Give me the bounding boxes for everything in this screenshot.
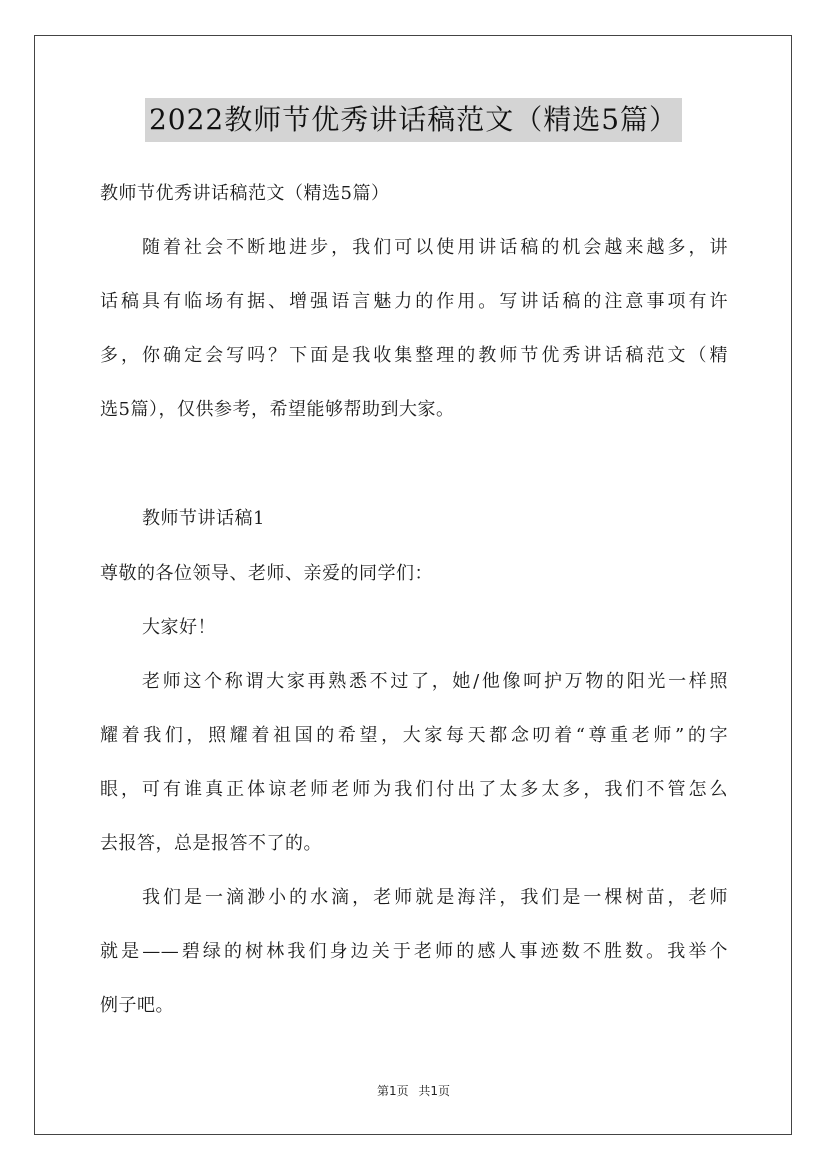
salutation: 尊敬的各位领导、老师、亲爱的同学们： <box>100 563 433 584</box>
para2-line-2: 就是——碧绿的树林我们身边关于老师的感人事迹数不胜数。我举个 <box>100 941 728 962</box>
document-subtitle: 教师节优秀讲话稿范文（精选5篇） <box>100 183 390 204</box>
para2-line-1: 我们是一滴渺小的水滴，老师就是海洋，我们是一棵树苗，老师 <box>142 887 728 908</box>
document-title: 2022教师节优秀讲话稿范文（精选5篇） <box>145 98 682 142</box>
intro-line-4: 选5篇），仅供参考，希望能够帮助到大家。 <box>100 399 455 420</box>
intro-line-3: 多，你确定会写吗？下面是我收集整理的教师节优秀讲话稿范文（精 <box>100 345 728 366</box>
intro-line-2: 话稿具有临场有据、增强语言魅力的作用。写讲话稿的注意事项有许 <box>100 291 728 312</box>
para1-line-1: 老师这个称谓大家再熟悉不过了，她/他像呵护万物的阳光一样照 <box>142 671 728 692</box>
section-heading: 教师节讲话稿1 <box>142 508 265 529</box>
para2-line-3: 例子吧。 <box>100 995 174 1016</box>
para1-line-2: 耀着我们，照耀着祖国的希望，大家每天都念叨着“尊重老师”的字 <box>100 725 728 746</box>
greeting: 大家好！ <box>142 617 216 638</box>
page-number: 第1页 <box>376 1084 409 1098</box>
para1-line-4: 去报答，总是报答不了的。 <box>100 833 322 854</box>
para1-line-3: 眼，可有谁真正体谅老师老师为我们付出了太多太多，我们不管怎么 <box>100 779 728 800</box>
page-footer <box>0 1082 827 1099</box>
title-container <box>0 98 827 142</box>
intro-line-1: 随着社会不断地进步，我们可以使用讲话稿的机会越来越多，讲 <box>142 237 728 258</box>
page-total: 共1页 <box>418 1084 451 1098</box>
